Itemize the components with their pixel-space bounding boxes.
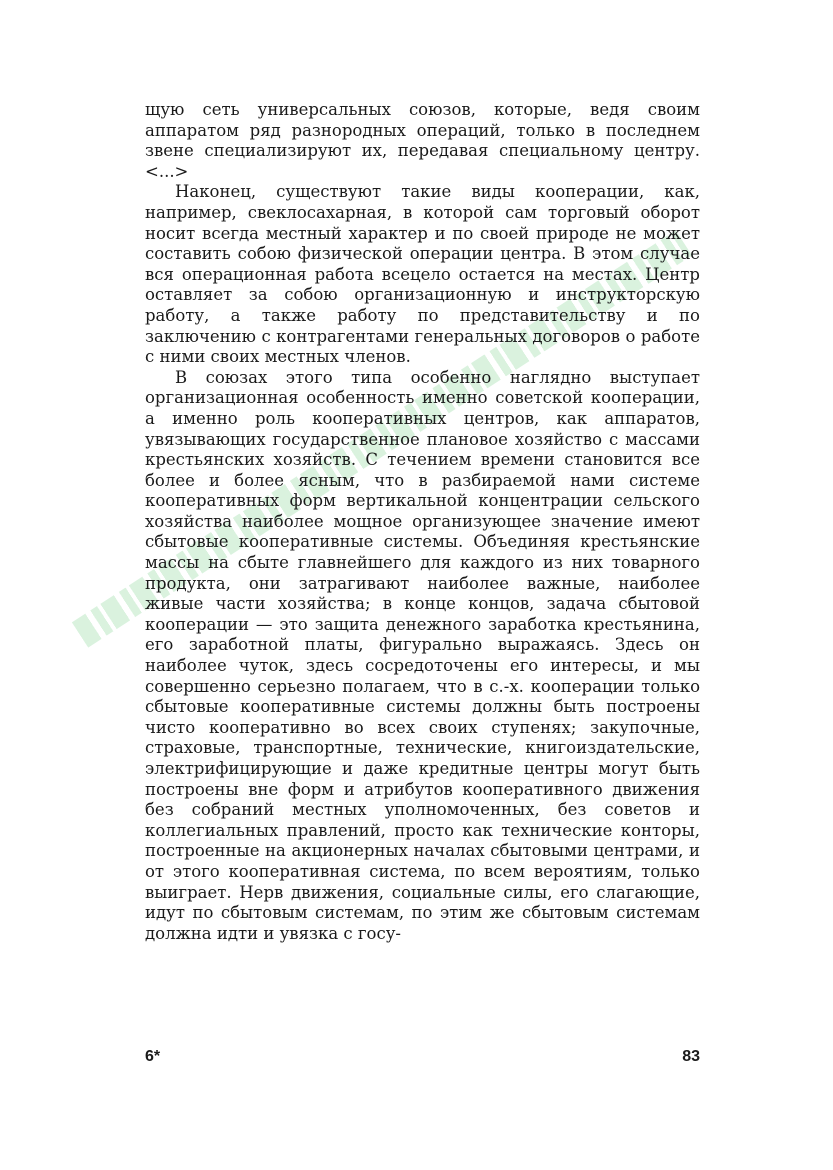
paragraph-3: В союзах этого типа особенно наглядно выступает организационная особенность именно советской кооперации, а именно роль кооперативных центров, как аппаратов, увязывающих государственное плановое хозяйство с массами крестьянских хозяйств. С течением времени становится все более и более ясным, что в разбираемой нами системе кооперативных форм вертикальной концентрации сельского хозяйства наиболее мощное организующее значение имеют сбытовые кооперативные системы. Объединяя крестьянские массы на сбыте главнейшего для каждого из них товарного продукта, они затрагивают наиболее важные, наиболее живые части хозяйства; в конце концов, задача сбытовой кооперации — это защита денежного заработка крестьянина, его заработной платы, фигурально выражаясь. Здесь он наиболее чуток, здесь сосредоточены его интересы, и мы совершенно серьезно полагаем, что в с.-х. кооперации только сбытовые кооперативные системы должны быть построены чисто кооперативно во всех своих ступенях; закупочные, страховые, транспортные, технические, книгоиздательские, электрифицирующие и даже кредитные центры могут быть построены вне форм и атрибутов кооперативного движения без собраний местных уполномоченных, без советов и коллегиальных правлений, просто как технические конторы, построенные на акционерных началах сбытовыми центрами, и от этого кооперативная система, по всем вероятиям, только выиграет. Нерв движения, социальные силы, его слагающие, идут по сбытовым системам, по этим же сбытовым системам должна идти и увязка с госу- <box>145 367 700 943</box>
body-text <box>145 100 700 944</box>
paragraph-1: щую сеть универсальных союзов, которые, ведя своим аппаратом ряд разнородных операций, только в последнем звене специализируют их, передавая специальному центру. <...> <box>145 100 700 181</box>
page-number: 83 <box>682 1048 700 1065</box>
paragraph-2: Наконец, существуют такие виды кооперации, как, например, свеклосахарная, в которой сам торговый оборот носит всегда местный характер и по своей природе не может составить собою физической операции центра. В этом случае вся операционная работа всецело остается на местах. Центр оставляет за собою организационную и инструкторскую работу, а также работу по представительству и по заключению с контрагентами генеральных договоров о работе с ними своих местных членов. <box>145 182 700 367</box>
signature-mark: 6* <box>145 1048 161 1065</box>
